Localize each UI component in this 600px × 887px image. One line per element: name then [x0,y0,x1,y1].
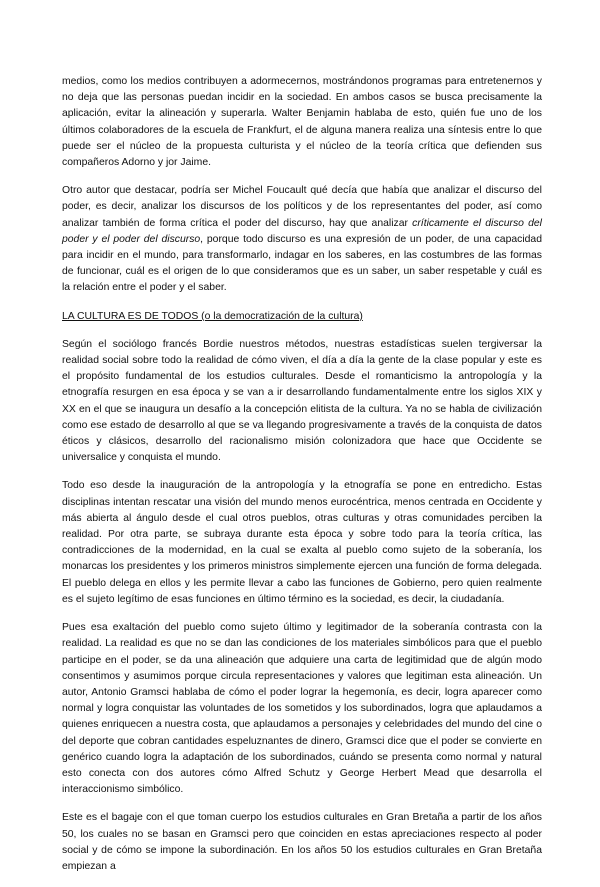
paragraph-4: Todo eso desde la inauguración de la antropología y la etnografía se pone en entredicho. Estas disciplinas intentan rescatar una visión del mundo menos eurocéntrica, menos centrada en Occidente y más abierta al ángulo desde el cual otros pueblos, otras culturas y otras comunidades perciben la realidad. Por otra parte, se subraya durante esta época y sobre todo para la teoría crítica, las contradicciones de la modernidad, en la cual se exalta al pueblo como sujeto de la soberanía, los monarcas los presidentes y los primeros ministros simplemente ejercen una función de forma delegada. El pueblo delega en ellos y les permite llevar a cabo las funciones de Gobierno, pero quien realmente es el sujeto legítimo de esas funciones en último término es la sociedad, es decir, la ciudadanía. [62,480,542,605]
paragraph-2-emphasis: críticamente el discurso del poder y el poder del discurso [62,217,542,245]
paragraph-2-text-end: , porque todo discurso es una expresión de un poder, de una capacidad para incidir en el mundo, para transformarlo, indagar en los saberes, en las costumbres de las formas de funcionar, cuál es el origen de lo que consideramos que es un saber, un saber respetable y cuál es la relación entre el poder y el saber. [62,233,542,294]
paragraph-5: Pues esa exaltación del pueblo como sujeto último y legitimador de la soberanía contrasta con la realidad. La realidad es que no se dan las condiciones de los materiales simbólicos para que el pueblo participe en el poder, se da una alineación que adquiere una carta de legitimidad que de algún modo consentimos y asumimos porque circula representaciones y valores que legitiman esta alineación. Un autor, Antonio Gramsci hablaba de cómo el poder lograr la hegemonía, es decir, logra aparecer como normal y logra conquistar las voluntades de los sometidos y los subordinados, logra que aplaudamos a quienes enriquecen a nuestra costa, que aplaudamos a personajes y celebridades del mundo del cine o del deporte que cobran cantidades espeluznantes de dinero, Gramsci dice que el poder se convierte en genérico cuando logra la adaptación de los subordinados, cuándo se presenta como normal y natural esto conecta con dos autores cómo Alfred Schutz y George Herbert Mead que desarrolla el interaccionismo simbólico. [62,622,542,796]
document-page [62,74,542,887]
paragraph-2-text-start: Otro autor que destacar, podría ser Michel Foucault qué decía que había que analizar el discurso del poder, es decir, analizar los discursos de los políticos y de los representantes del poder, así como analizar también de forma crítica el poder del discurso, hay que analizar [62,185,542,229]
paragraph-1: medios, como los medios contribuyen a adormecernos, mostrándonos programas para entretenernos y no deja que las personas puedan incidir en la sociedad. En ambos casos se busca precisamente la aplicación, evitar la alineación y superarla. Walter Benjamin hablaba de esto, quién fue uno de los últimos colaboradores de la escuela de Frankfurt, el de alguna manera realiza una síntesis entre lo que puede ser el núcleo de la propuesta culturista y el núcleo de la teoría crítica que defienden sus compañeros Adorno y jor Jaime. [62,76,542,169]
paragraph-2 [62,183,542,296]
paragraph-6: Este es el bagaje con el que toman cuerpo los estudios culturales en Gran Bretaña a partir de los años 50, los cuales no se basan en Gramsci pero que coinciden en estas apreciaciones respecto al poder social y de cómo se impone la subordinación. En los años 50 los estudios culturales en Gran Bretaña empiezan a [62,812,542,872]
paragraph-3: Según el sociólogo francés Bordie nuestros métodos, nuestras estadísticas suelen tergiversar la realidad social sobre todo la realidad de cómo viven, el día a día la gente de la clase popular y este es el propósito fundamental de los estudios culturales. Desde el romanticismo la antropología y la etnografía resurgen en esa época y se van a ir desarrollando fundamentalmente entre los siglos XIX y XX en el que se inaugura un desafío a la concepción elitista de la cultura. Ya no se habla de civilización como ese estado de desarrollo al que se va llegando progresivamente a través de la conquista de datos éticos y clásicos, desarrollo del racionalismo misión colonizadora que hace que Occidente se universalice y conquista el mundo. [62,338,542,464]
section-heading: LA CULTURA ES DE TODOS (o la democratización de la cultura) [62,310,363,322]
